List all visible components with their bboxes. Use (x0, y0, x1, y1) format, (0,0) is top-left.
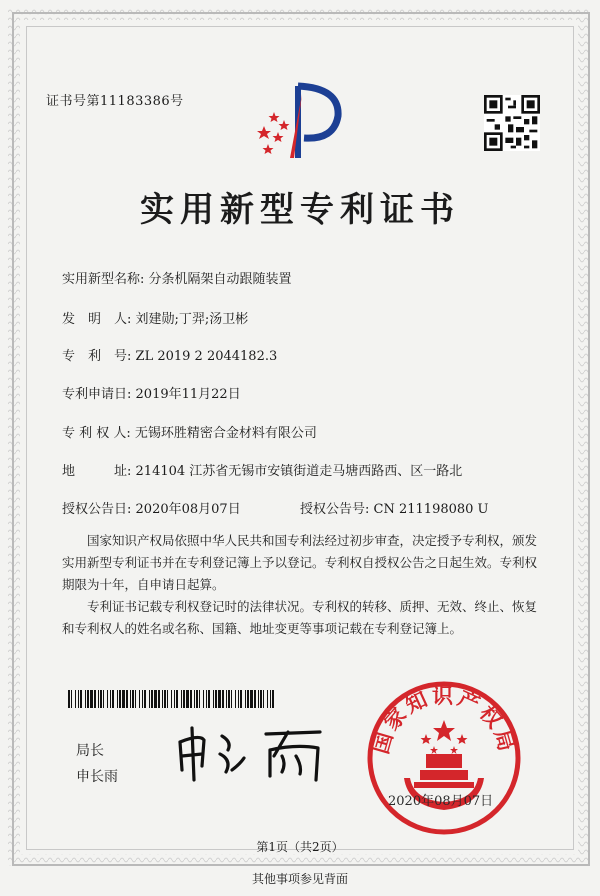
seal-text: 国家知识产权局 (368, 684, 520, 757)
director-signature (170, 720, 350, 786)
footer-note: 其他事项参见背面 (251, 872, 348, 886)
field-label: 地 址: (62, 464, 132, 479)
field-value: 无锡环胜精密合金材料有限公司 (134, 426, 317, 441)
field-label: 专利申请日: (62, 387, 132, 402)
field-value: 214104 江苏省无锡市安镇街道走马塘西路西、区一路北 (135, 464, 463, 479)
director-name: 申长雨 (76, 769, 118, 785)
field-inventors (62, 308, 248, 327)
seal-date: 2020年08月07日 (388, 794, 494, 809)
director-title: 局长 (76, 743, 104, 759)
body-paragraph: 国家知识产权局依照中华人民共和国专利法经过初步审查，决定授予专利权，颁发实用新型专利证书并在专利登记簿上予以登记。专利权自授权公告之日起生效。专利权期限为十年，自申请日起算。 (62, 533, 538, 592)
certificate-title: 实用新型专利证书 (140, 190, 460, 230)
field-value: 2020年08月07日 (135, 502, 241, 517)
field-label: 实用新型名称: (62, 272, 145, 287)
official-seal (364, 678, 524, 838)
qr-code-icon (484, 95, 540, 151)
field-value: 刘建勋;丁羿;汤卫彬 (135, 312, 249, 327)
field-label: 专 利 权 人: (62, 426, 131, 441)
field-label: 授权公告日: (62, 502, 132, 517)
field-grant-number (300, 498, 489, 517)
barcode-icon (68, 690, 276, 708)
field-grant-date (62, 498, 241, 517)
body-paragraph: 专利证书记载专利权登记时的法律状况。专利权的转移、质押、无效、终止、恢复和专利权人的姓名或名称、国籍、地址变更等事项记载在专利登记簿上。 (62, 599, 538, 636)
field-patent-number (62, 345, 277, 364)
certificate-number: 证书号第11183386号 (46, 94, 184, 109)
field-value: 分条机隔架自动跟随装置 (148, 272, 292, 287)
field-label: 专 利 号: (62, 349, 132, 364)
field-value: CN 211198080 U (373, 502, 489, 517)
page-indicator: 第1页（共2页） (256, 840, 344, 854)
field-label: 发 明 人: (62, 312, 132, 327)
field-utility-model-name (62, 268, 292, 287)
patent-office-logo-icon (250, 80, 342, 166)
field-value: ZL 2019 2 2044182.3 (135, 349, 278, 364)
field-address (62, 460, 462, 479)
field-label: 授权公告号: (300, 502, 370, 517)
field-value: 2019年11月22日 (135, 387, 241, 402)
field-patentee (62, 422, 317, 441)
field-application-date (62, 383, 241, 402)
